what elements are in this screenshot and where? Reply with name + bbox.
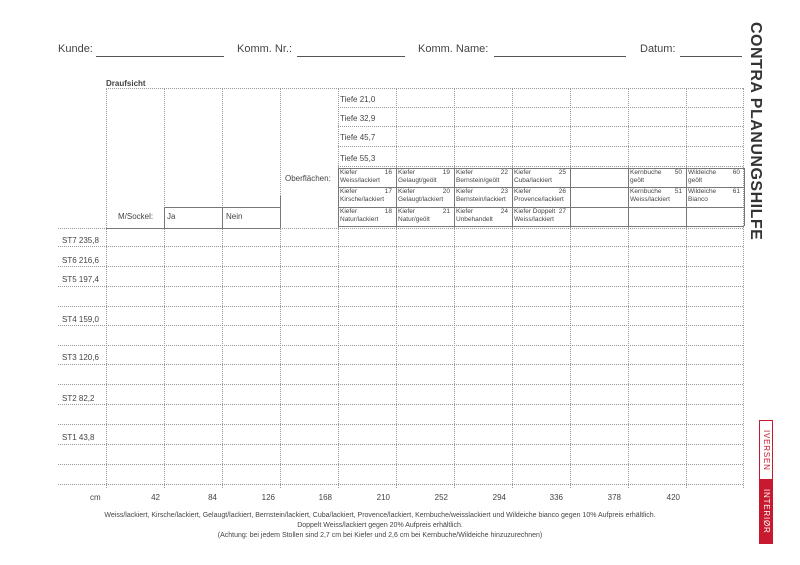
- surface-number: 61: [732, 188, 740, 195]
- grid-line: [280, 196, 281, 228]
- surface-option[interactable]: [572, 169, 626, 186]
- grid-line: [106, 228, 280, 229]
- surface-grid-line: [512, 168, 513, 226]
- surface-number: 22: [500, 169, 508, 176]
- tiefe-label: Tiefe 45,7: [340, 133, 376, 142]
- grid-line: [58, 364, 743, 365]
- surface-number: 26: [558, 188, 566, 195]
- surface-name: Kiefer Weiss/lackiert: [340, 169, 380, 184]
- surface-option[interactable]: [456, 208, 510, 225]
- surface-number: 23: [500, 188, 508, 195]
- cm-value: 210: [376, 493, 390, 502]
- surface-number: 51: [674, 188, 682, 195]
- datum-label: Datum:: [640, 43, 676, 55]
- surface-grid-line: [338, 168, 339, 226]
- surface-option[interactable]: [688, 188, 742, 205]
- grid-line: [338, 166, 743, 167]
- surface-number: 20: [442, 188, 450, 195]
- surface-name: Kiefer Bernstein/lackiert: [456, 188, 506, 203]
- cm-value: 252: [434, 493, 448, 502]
- grid-line: [570, 88, 571, 488]
- level-label: ST4 159,0: [62, 315, 99, 324]
- grid-line: [628, 88, 629, 488]
- surface-name: Kiefer Natur/geölt: [398, 208, 430, 223]
- surface-option[interactable]: [456, 188, 510, 205]
- grid-line: [164, 207, 165, 228]
- oberflaechen-label: Oberflächen:: [285, 174, 331, 183]
- surface-option[interactable]: [688, 169, 742, 186]
- cm-value: 378: [607, 493, 621, 502]
- surface-option[interactable]: [572, 208, 626, 225]
- footer-note: (Achtung: bei jedem Stollen sind 2,7 cm bei Kiefer und 2,6 cm bei Kernbuche/Wildeiche hinzuzurechnen): [217, 532, 543, 539]
- level-label: ST1 43,8: [62, 433, 95, 442]
- surface-option[interactable]: [630, 208, 684, 225]
- grid-line: [338, 146, 743, 147]
- surface-number: 18: [384, 208, 392, 215]
- surface-option[interactable]: [630, 188, 684, 205]
- surface-option[interactable]: [514, 169, 568, 186]
- cm-value: 336: [549, 493, 563, 502]
- level-label: ST7 235,8: [62, 236, 99, 245]
- grid-line: [396, 88, 397, 488]
- surface-grid-line: [396, 168, 397, 226]
- surface-number: 19: [442, 169, 450, 176]
- kunde-label: Kunde:: [58, 43, 93, 55]
- cm-value: 168: [318, 493, 332, 502]
- grid-line: [512, 88, 513, 488]
- msockel-label: M/Sockel:: [118, 212, 154, 221]
- surface-grid-line: [744, 168, 745, 226]
- komm-nr-field[interactable]: [297, 56, 405, 57]
- grid-line: [58, 325, 743, 326]
- surface-number: 50: [674, 169, 682, 176]
- iversen-logo: [759, 420, 773, 544]
- surface-option[interactable]: [398, 208, 452, 225]
- grid-line: [58, 384, 743, 385]
- surface-grid-line: [338, 226, 744, 227]
- level-label: ST3 120,6: [62, 353, 99, 362]
- surface-number: 21: [442, 208, 450, 215]
- surface-number: 25: [558, 169, 566, 176]
- surface-name: Kiefer Natur/lackiert: [340, 208, 379, 223]
- surface-name: Kiefer Unbehandelt: [456, 208, 493, 223]
- grid-line: [338, 88, 339, 488]
- grid-line: [58, 404, 743, 405]
- surface-option[interactable]: [398, 169, 452, 186]
- tiefe-label: Tiefe 21,0: [340, 95, 376, 104]
- komm-nr-label: Komm. Nr.:: [237, 43, 293, 55]
- komm-name-label: Komm. Name:: [418, 43, 489, 55]
- grid-line: [58, 266, 743, 267]
- level-label: ST6 216,6: [62, 256, 99, 265]
- logo-text-interior: INTERIØR: [760, 479, 772, 543]
- cm-value: 42: [151, 493, 160, 502]
- surface-name: Wildeiche Bianco: [688, 188, 717, 203]
- tiefe-label: Tiefe 55,3: [340, 154, 376, 163]
- grid-line: [58, 444, 743, 445]
- grid-line: [454, 88, 455, 488]
- grid-line: [106, 88, 743, 89]
- grid-line: [58, 484, 743, 485]
- surface-grid-line: [628, 168, 629, 226]
- surface-name: Kernbuche Weiss/lackiert: [630, 188, 670, 203]
- msockel-ja-option[interactable]: Ja: [167, 212, 176, 221]
- surface-number: 27: [558, 208, 566, 215]
- surface-name: Kiefer Bernstein/geölt: [456, 169, 500, 184]
- kunde-field[interactable]: [96, 56, 224, 57]
- grid-line: [338, 107, 743, 108]
- grid-line: [743, 88, 744, 488]
- grid-line: [58, 306, 743, 307]
- draufsicht-heading: Draufsicht: [106, 79, 146, 88]
- grid-line: [58, 424, 743, 425]
- surface-option[interactable]: [340, 169, 394, 186]
- surface-number: 60: [732, 169, 740, 176]
- surface-number: 17: [384, 188, 392, 195]
- grid-line: [686, 88, 687, 488]
- surface-name: Kiefer Kirsche/lackiert: [340, 188, 385, 203]
- surface-option[interactable]: [572, 188, 626, 205]
- level-label: ST5 197,4: [62, 275, 99, 284]
- surface-number: 24: [500, 208, 508, 215]
- surface-name: Kiefer Doppelt Weiss/lackiert: [514, 208, 556, 223]
- surface-option[interactable]: [340, 188, 394, 205]
- komm-name-field[interactable]: [494, 56, 626, 57]
- surface-name: Wildeiche geölt: [688, 169, 717, 184]
- grid-line: [106, 88, 107, 488]
- msockel-nein-option[interactable]: Nein: [226, 212, 243, 221]
- surface-name: Kernbuche geölt: [630, 169, 662, 184]
- surface-name: Kiefer Provence/lackiert: [514, 188, 564, 203]
- surface-option[interactable]: [398, 188, 452, 205]
- grid-line: [58, 464, 743, 465]
- grid-line: [58, 246, 743, 247]
- footer-note: Doppelt Weiss/lackiert gegen 20% Aufpreis erhältlich.: [297, 522, 463, 529]
- datum-field[interactable]: [680, 56, 742, 57]
- surface-grid-line: [686, 168, 687, 226]
- surface-name: Kiefer Gelaugt/geölt: [398, 169, 437, 184]
- tiefe-label: Tiefe 32,9: [340, 114, 376, 123]
- footer-note: Weiss/lackiert, Kirsche/lackiert, Gelaugt/lackiert, Bernstein/lackiert, Cuba/lackiert, Provence/lackiert, Kernbuche/weisslackiert und Wildeiche bianco gegen 10% Aufpreis erhältlich.: [104, 512, 656, 519]
- cm-value: 126: [261, 493, 275, 502]
- grid-line: [58, 345, 743, 346]
- surface-option[interactable]: [514, 208, 568, 225]
- surface-grid-line: [454, 168, 455, 226]
- grid-line: [164, 88, 165, 488]
- grid-line: [222, 88, 223, 488]
- logo-text-iversen: IVERSEN: [760, 421, 772, 479]
- cm-value: 420: [666, 493, 680, 502]
- grid-line: [280, 88, 281, 488]
- surface-grid-line: [570, 168, 571, 226]
- cm-value: 294: [492, 493, 506, 502]
- surface-option[interactable]: [630, 169, 684, 186]
- grid-line: [338, 126, 743, 127]
- cm-label: cm: [90, 493, 101, 502]
- grid-line: [58, 286, 743, 287]
- surface-option[interactable]: [340, 208, 394, 225]
- level-label: ST2 82,2: [62, 394, 95, 403]
- surface-option[interactable]: [456, 169, 510, 186]
- surface-name: Kiefer Cuba/lackiert: [514, 169, 552, 184]
- page-title: CONTRA PLANUNGSHILFE: [747, 22, 764, 241]
- surface-number: 16: [384, 169, 392, 176]
- surface-name: Kiefer Gelaugt/lackiert: [398, 188, 444, 203]
- cm-value: 84: [208, 493, 217, 502]
- surface-option[interactable]: [514, 188, 568, 205]
- grid-line: [222, 207, 223, 228]
- surface-option[interactable]: [688, 208, 742, 225]
